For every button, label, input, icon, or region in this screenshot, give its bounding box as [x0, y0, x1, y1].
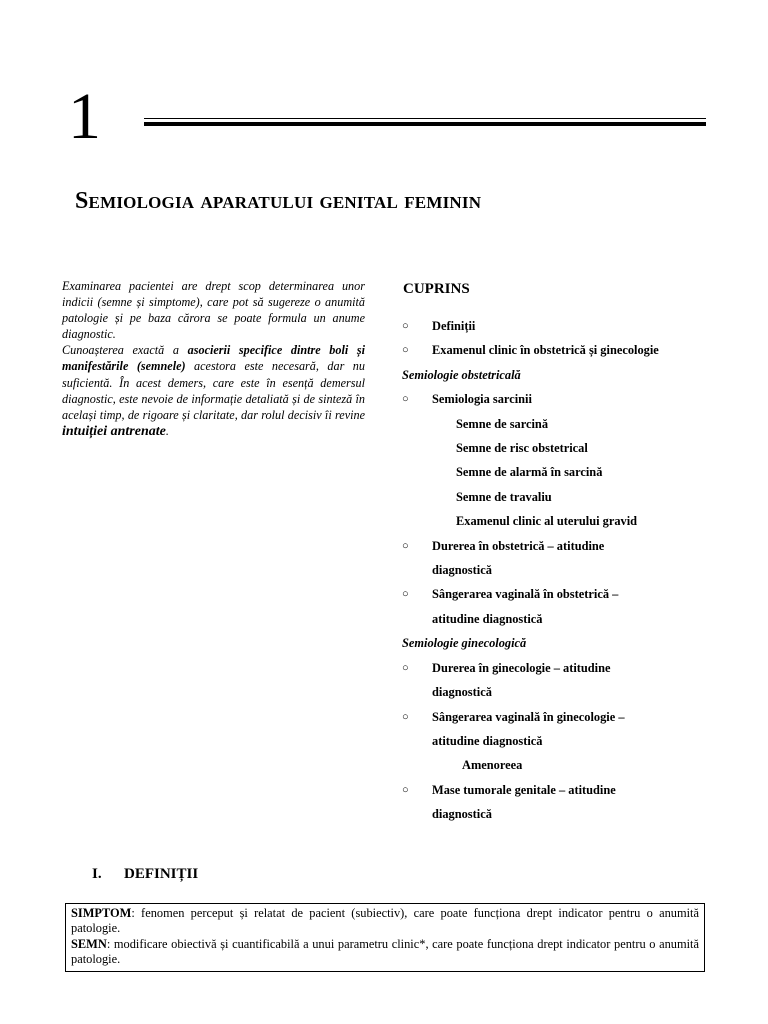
- chapter-number: 1: [68, 80, 101, 153]
- bullet-circle-icon: ○: [402, 344, 409, 357]
- toc-item: [402, 314, 732, 338]
- intro-p2-emphasis: asocierii specifice dintre boli și manifestările (semnele): [62, 343, 366, 374]
- chapter-rule: [144, 118, 706, 126]
- toc-item: [402, 338, 732, 362]
- toc-item-label: Sângerarea vaginală în obstetrică –: [432, 587, 619, 602]
- toc-item-label: diagnostică: [432, 563, 492, 578]
- toc-subitem: Semne de risc obstetrical: [456, 441, 588, 456]
- toc-item-continuation: [402, 729, 732, 753]
- intro-p2-emphasis-end: intuiției antrenate: [62, 423, 166, 439]
- chapter-title: Semiologia aparatului genital feminin: [75, 188, 482, 214]
- toc-section-gynecologic: Semiologie ginecologică: [402, 636, 527, 651]
- toc-item-label: Semiologia sarcinii: [432, 392, 532, 407]
- toc-item: [402, 582, 732, 606]
- toc-item-continuation: [402, 607, 732, 631]
- section-heading: [92, 866, 198, 883]
- toc-item-label: Durerea în obstetrică – atitudine: [432, 538, 605, 553]
- toc-item-label: Mase tumorale genitale – atitudine: [432, 782, 616, 797]
- toc-item: [402, 534, 732, 558]
- toc-subitem: Examenul clinic al uterului gravid: [456, 514, 638, 529]
- toc-subitem: Semne de sarcină: [456, 416, 549, 431]
- toc-item-continuation: [402, 802, 732, 826]
- toc-item-label: atitudine diagnostică: [432, 733, 543, 748]
- bullet-circle-icon: ○: [402, 661, 409, 674]
- intro-text: [62, 278, 365, 440]
- toc-item-label: diagnostică: [432, 685, 492, 700]
- definition-semn-text: : modificare obiectivă și cuantificabilă a unui parametru clinic*, care poate funcționa drept indicator pentru o anumită patologie.: [71, 936, 699, 967]
- rule-thick-line: [144, 122, 706, 126]
- toc-item: [402, 387, 732, 411]
- toc-item-label: Examenul clinic în obstetrică și ginecologie: [432, 343, 659, 358]
- toc-item-label: Definiții: [432, 319, 476, 333]
- toc-item-label: Durerea în ginecologie – atitudine: [432, 660, 611, 675]
- definition-simptom-text: : fenomen perceput și relatat de pacient (subiectiv), care poate funcționa drept indicator pentru o anumită patologie.: [71, 906, 699, 936]
- definition-simptom: [71, 906, 699, 937]
- intro-p2-c: acestora este necesară, dar nu suficientă. În acest demers, care este în esență demersul diagnostic, este nevoie de informație detaliată și de sinteză în același timp, de rigoare și claritate, dar rolul decisiv îi revine: [62, 359, 365, 422]
- section-number: I.: [92, 866, 102, 882]
- toc-item: [402, 705, 732, 729]
- intro-p2-a: Cunoașterea exactă a: [62, 343, 188, 358]
- bullet-circle-icon: ○: [402, 393, 409, 406]
- toc-item: [402, 656, 732, 680]
- table-of-contents: [402, 278, 732, 827]
- bullet-circle-icon: ○: [402, 710, 409, 723]
- toc-item-label: atitudine diagnostică: [432, 611, 543, 626]
- toc-subitem: Semne de alarmă în sarcină: [456, 465, 603, 480]
- intro-p2-e: .: [165, 423, 169, 438]
- intro-paragraph-2: [62, 342, 365, 440]
- term-semn: SEMN: [71, 936, 107, 951]
- toc-item-continuation: [402, 680, 732, 704]
- bullet-circle-icon: ○: [402, 783, 409, 796]
- toc-section-obstetric: Semiologie obstetricală: [402, 367, 521, 382]
- toc-subitem: Amenoreea: [462, 758, 523, 773]
- rule-thin-line: [144, 118, 706, 119]
- toc-item-continuation: [402, 558, 732, 582]
- toc-heading: CUPRINS: [403, 281, 470, 297]
- toc-subitem: Semne de travaliu: [456, 489, 552, 504]
- bullet-circle-icon: ○: [402, 588, 409, 601]
- toc-item: [402, 778, 732, 802]
- toc-item-label: diagnostică: [432, 807, 492, 822]
- bullet-circle-icon: ○: [402, 539, 409, 552]
- definitions-box: [65, 903, 705, 972]
- definition-semn: [71, 937, 699, 968]
- toc-item-label: Sângerarea vaginală în ginecologie –: [432, 709, 625, 724]
- term-simptom: SIMPTOM: [71, 906, 132, 920]
- section-title: DEFINIȚII: [124, 866, 199, 882]
- intro-paragraph-1: Examinarea pacientei are drept scop determinarea unor indicii (semne și simptome), care pot să sugereze o anumită patologie și pe baza cărora se poate formula un anume diagnostic.: [62, 279, 365, 342]
- bullet-circle-icon: ○: [402, 320, 409, 332]
